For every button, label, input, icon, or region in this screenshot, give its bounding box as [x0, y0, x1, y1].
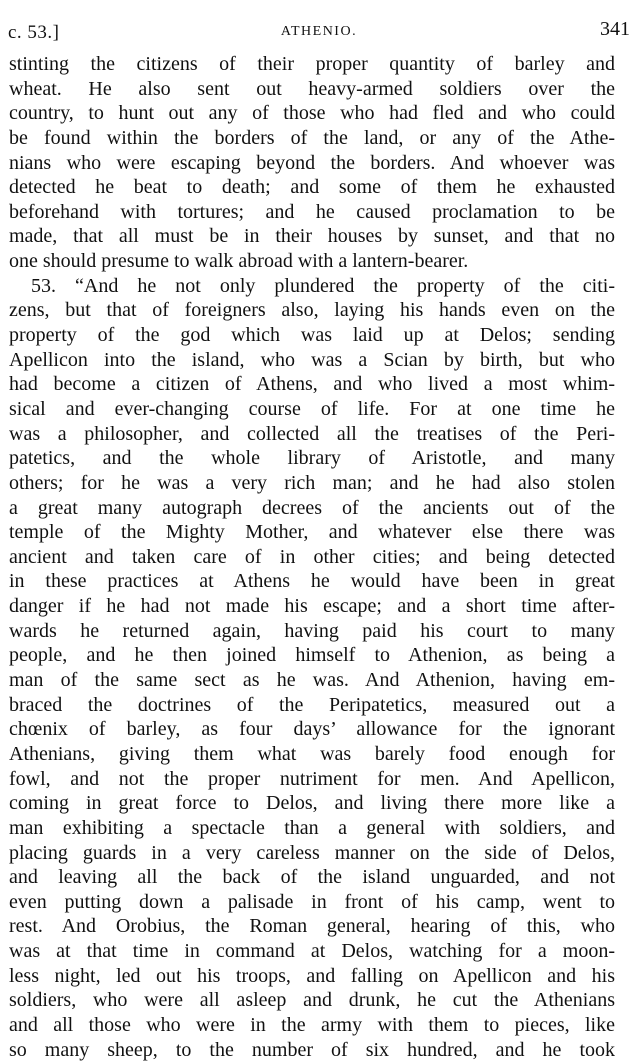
- text-line: wards he returned again, having paid his court to many: [9, 619, 615, 642]
- text-line: ancient and taken care of in other cities; and being detected: [9, 545, 615, 568]
- text-line: detected he beat to death; and some of them he exhausted: [9, 176, 615, 199]
- text-line: zens, but that of foreigners also, laying his hands even on the: [9, 299, 615, 322]
- running-header: [8, 18, 630, 46]
- text-line: had become a citizen of Athens, and who lived a most whim-: [9, 373, 615, 396]
- text-line: chœnix of barley, as four days’ allowance for the ignorant: [9, 718, 615, 741]
- text-line: sical and ever-changing course of life. For at one time he: [9, 397, 615, 420]
- text-line: beforehand with tortures; and he caused proclamation to be: [9, 200, 615, 223]
- text-line: nians who were escaping beyond the borders. And whoever was: [9, 151, 615, 174]
- text-line: made, that all must be in their houses by sunset, and that no: [9, 225, 615, 248]
- body-text: [9, 52, 615, 1062]
- text-line: and leaving all the back of the island unguarded, and not: [9, 866, 615, 889]
- text-line: and all those who were in the army with them to pieces, like: [9, 1013, 615, 1036]
- text-line: a great many autograph decrees of the ancients out of the: [9, 496, 615, 519]
- text-line: one should presume to walk abroad with a lantern-bearer.: [9, 250, 469, 273]
- text-line: fowl, and not the proper nutriment for men. And Apellicon,: [9, 767, 615, 790]
- text-line: less night, led out his troops, and falling on Apellicon and his: [9, 964, 615, 987]
- text-line: people, and he then joined himself to Athenion, as being a: [9, 644, 615, 667]
- text-line: danger if he had not made his escape; and a short time after-: [9, 595, 615, 618]
- text-line: be found within the borders of the land, or any of the Athe-: [9, 126, 615, 149]
- text-line: man exhibiting a spectacle than a general with soldiers, and: [9, 816, 615, 839]
- text-line: in these practices at Athens he would have been in great: [9, 570, 615, 593]
- text-line: man of the same sect as he was. And Athenion, having em-: [9, 669, 615, 692]
- page-number: 341: [600, 18, 630, 40]
- paragraph: [9, 52, 615, 274]
- text-line: wheat. He also sent out heavy-armed soldiers over the: [9, 77, 615, 100]
- text-line: Apellicon into the island, who was a Scian by birth, but who: [9, 348, 615, 371]
- text-line: coming in great force to Delos, and living there more like a: [9, 792, 615, 815]
- text-line: Athenians, giving them what was barely food enough for: [9, 742, 615, 765]
- text-line: soldiers, who were all asleep and drunk, he cut the Athenians: [9, 989, 615, 1012]
- chapter-reference: c. 53.]: [8, 22, 60, 43]
- text-line: was at that time in command at Delos, watching for a moon-: [9, 940, 615, 963]
- text-line: was a philosopher, and collected all the treatises of the Peri-: [9, 422, 615, 445]
- paragraph: [9, 274, 615, 1063]
- text-line: 53. “And he not only plundered the property of the citi-: [31, 274, 615, 297]
- text-line: rest. And Orobius, the Roman general, hearing of this, who: [9, 915, 615, 938]
- text-line: country, to hunt out any of those who had fled and who could: [9, 102, 615, 125]
- text-line: braced the doctrines of the Peripatetics, measured out a: [9, 693, 615, 716]
- running-title: ATHENIO.: [280, 24, 358, 39]
- text-line: even putting down a palisade in front of his camp, went to: [9, 890, 615, 913]
- text-line: property of the god which was laid up at Delos; sending: [9, 324, 615, 347]
- text-line: others; for he was a very rich man; and he had also stolen: [9, 471, 615, 494]
- text-line: temple of the Mighty Mother, and whatever else there was: [9, 521, 615, 544]
- text-line: patetics, and the whole library of Aristotle, and many: [9, 447, 615, 470]
- text-line: so many sheep, to the number of six hundred, and he took: [9, 1038, 615, 1061]
- text-line: placing guards in a very careless manner on the side of Delos,: [9, 841, 615, 864]
- text-line: stinting the citizens of their proper quantity of barley and: [9, 53, 615, 75]
